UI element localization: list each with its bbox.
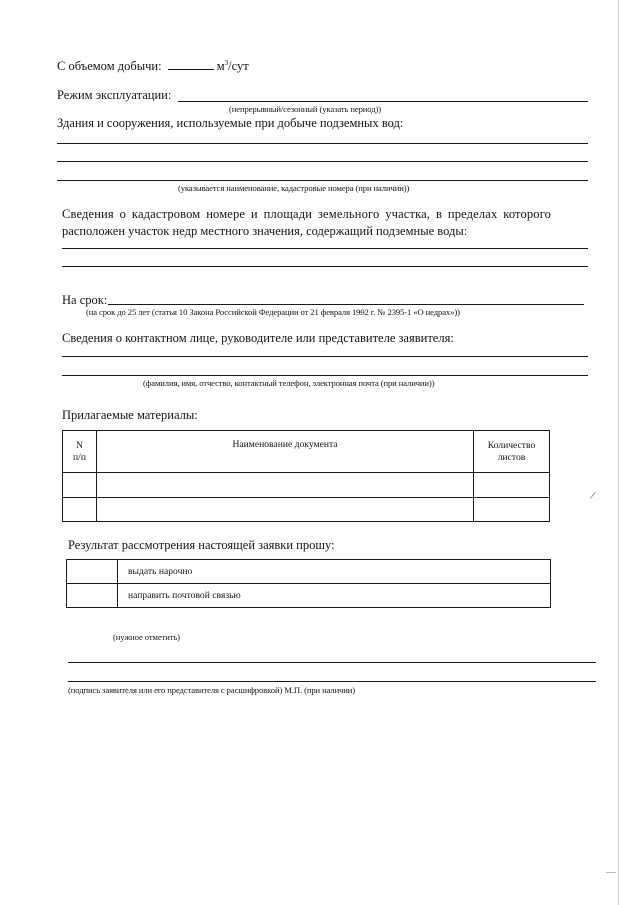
- operation-mode-hint: (непрерывный/сезонный (указать период)): [229, 104, 382, 114]
- buildings-hint: (указывается наименование, кадастровые номера (при наличии)): [178, 183, 410, 193]
- operation-mode-label: Режим эксплуатации:: [57, 88, 172, 102]
- attachments-title: Прилагаемые материалы:: [62, 408, 198, 422]
- signature-line-1[interactable]: [68, 662, 596, 663]
- attachments-header-row: [63, 431, 550, 473]
- result-option-row: [67, 584, 551, 608]
- contact-label: Сведения о контактном лице, руководителе или представителе заявителя:: [62, 331, 454, 345]
- cadastral-label-line-2: расположен участок недр местного значения, содержащий подземные воды:: [62, 224, 468, 238]
- row-number-cell[interactable]: [63, 498, 97, 522]
- col-sheets-line-1: Количество: [487, 439, 536, 451]
- row-number-cell[interactable]: [63, 473, 97, 498]
- cadastral-input-line-1[interactable]: [62, 248, 588, 249]
- buildings-label: Здания и сооружения, используемые при добыче подземных вод:: [57, 116, 404, 130]
- col-sheets-line-2: листов: [497, 451, 526, 463]
- result-option-row: [67, 560, 551, 584]
- signature-line-2[interactable]: [68, 681, 596, 682]
- signature-hint: (подпись заявителя или его представителя с расшифровкой) М.П. (при наличии): [68, 685, 356, 695]
- unit-prefix: м: [216, 59, 225, 73]
- cadastral-label-line-1: Сведения о кадастровом номере и площади земельного участка, в пределах которого: [62, 207, 552, 221]
- production-volume-input[interactable]: [168, 58, 214, 70]
- attachments-table: [62, 430, 550, 522]
- col-number-line-2: п/п: [73, 451, 86, 463]
- col-number-header: [63, 431, 97, 473]
- buildings-input-line-1[interactable]: [57, 143, 588, 144]
- scan-mark: /: [589, 489, 597, 503]
- col-number-line-1: N: [76, 439, 83, 451]
- term-hint: (на срок до 25 лет (статья 10 Закона Российской Федерации от 21 февраля 1992 г. № 2395-1 «О недрах»)): [86, 307, 460, 317]
- contact-input-line-1[interactable]: [62, 356, 588, 357]
- result-title: Результат рассмотрения настоящей заявки прошу:: [68, 538, 335, 552]
- contact-input-line-2[interactable]: [62, 375, 588, 376]
- buildings-input-line-2[interactable]: [57, 161, 588, 162]
- col-document-name-header: Наименование документа: [97, 431, 474, 473]
- term-label: На срок:: [62, 293, 108, 307]
- option-mail-checkbox[interactable]: [67, 584, 118, 608]
- unit-suffix: /сут: [228, 59, 249, 73]
- table-row: [63, 498, 550, 522]
- col-sheets-header: [474, 431, 550, 473]
- production-volume-line: [57, 58, 249, 74]
- row-sheets-cell[interactable]: [474, 473, 550, 498]
- cadastral-input-line-2[interactable]: [62, 266, 588, 267]
- option-mail-label: направить почтовой связью: [118, 584, 551, 608]
- contact-hint: (фамилия, имя, отчество, контактный телефон, электронная почта (при наличии)): [143, 378, 435, 388]
- page-edge-divider: [618, 0, 619, 905]
- operation-mode-input-line[interactable]: [178, 101, 588, 102]
- page-edge-tick: [606, 872, 616, 873]
- term-input-line[interactable]: [108, 304, 584, 305]
- row-sheets-cell[interactable]: [474, 498, 550, 522]
- production-volume-label: С объемом добычи:: [57, 59, 162, 73]
- buildings-input-line-3[interactable]: [57, 180, 588, 181]
- option-hand-delivery-checkbox[interactable]: [67, 560, 118, 584]
- row-document-cell[interactable]: [97, 473, 474, 498]
- result-hint: (нужное отметить): [113, 632, 180, 642]
- unit-superscript: 3: [224, 58, 229, 67]
- result-options-table: [66, 559, 551, 608]
- option-hand-delivery-label: выдать нарочно: [118, 560, 551, 584]
- table-row: [63, 473, 550, 498]
- row-document-cell[interactable]: [97, 498, 474, 522]
